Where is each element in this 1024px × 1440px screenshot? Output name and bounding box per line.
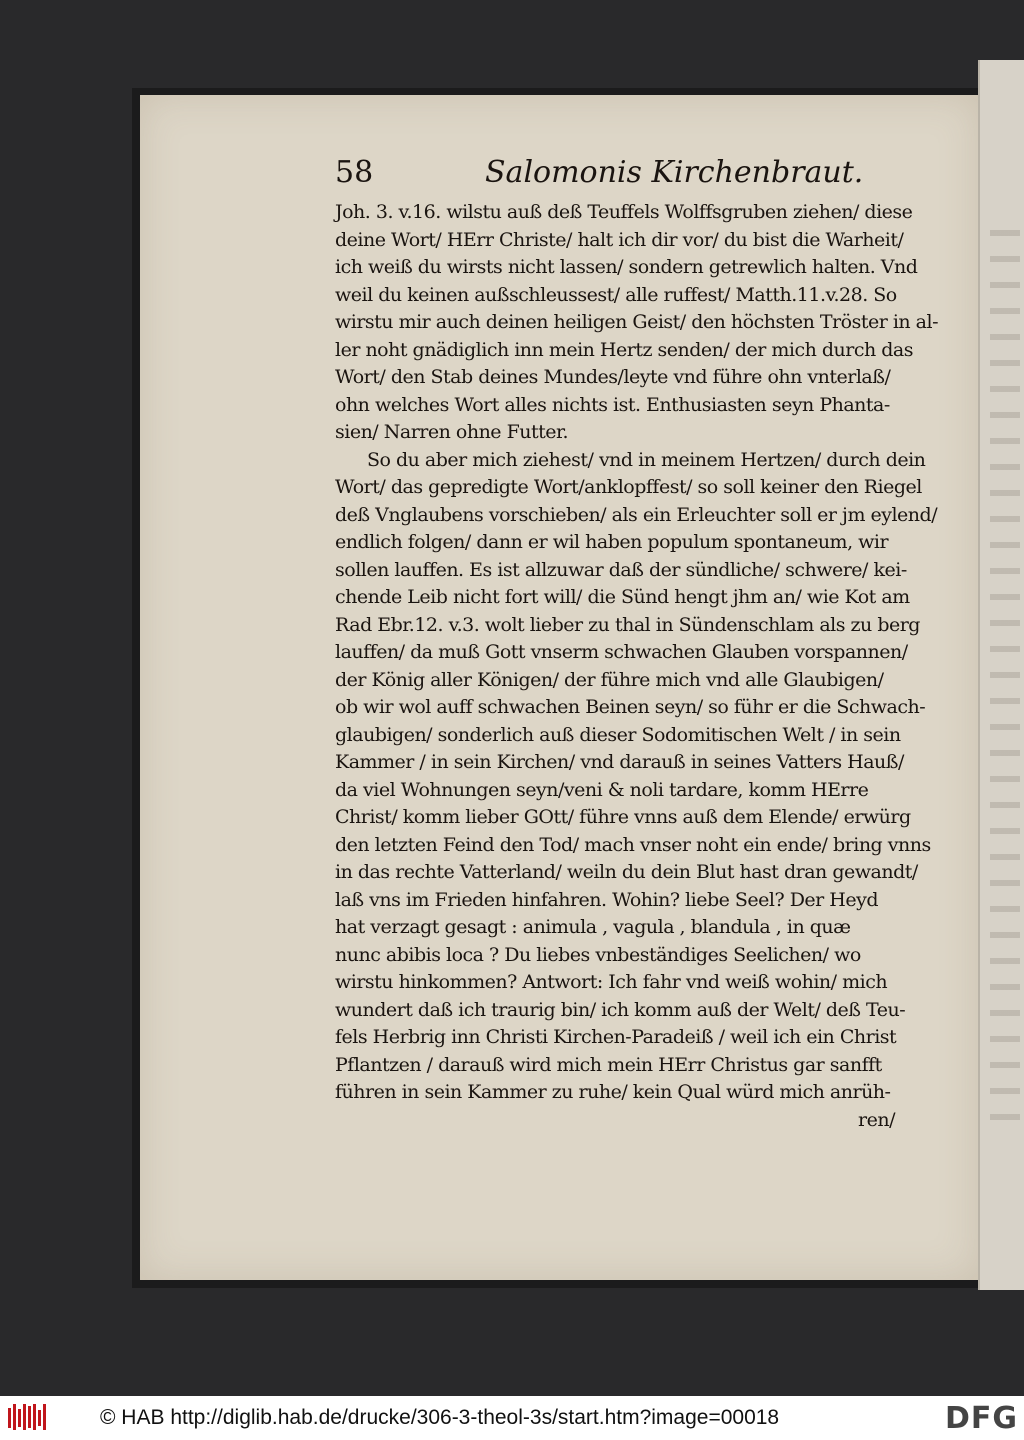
dfg-logo: DFG xyxy=(944,1401,1018,1436)
text-line: wirstu hinkommen? Antwort: Ich fahr vnd weiß wohin/ mich xyxy=(335,971,888,993)
text-line: da viel Wohnungen seyn/veni & noli tardare, komm HErre xyxy=(335,778,869,801)
text-line: den letzten Feind den Tod/ mach vnser noht ein ende/ bring vnns xyxy=(335,833,931,856)
text-line: wirstu mir auch deinen heiligen Geist/ den höchsten Tröster in al- xyxy=(335,311,939,333)
page-header xyxy=(335,155,895,199)
text-line: der König aller Königen/ der führe mich vnd alle Glaubigen/ xyxy=(335,668,884,691)
text-line: Wort/ den Stab deines Mundes/leyte vnd führe ohn vnterlaß/ xyxy=(335,366,891,388)
text-line: ren/ xyxy=(858,1108,895,1131)
text-line: nunc abibis loca ? Du liebes vnbeständiges Seelichen/ wo xyxy=(335,943,861,966)
text-line: sien/ Narren ohne Futter. xyxy=(335,421,569,443)
text-line: Kammer / in sein Kirchen/ vnd darauß in seines Vatters Hauß/ xyxy=(335,751,904,773)
text-line: fels Herbrig inn Christi Kirchen-Paradeiß / weil ich ein Christ xyxy=(335,1026,897,1048)
book-page xyxy=(140,95,978,1280)
text-line: ohn welches Wort alles nichts ist. Enthusiasten seyn Phanta- xyxy=(335,393,890,416)
text-line: führen in sein Kammer zu ruhe/ kein Qual würd mich anrüh- xyxy=(335,1081,891,1103)
text-lines xyxy=(335,199,939,1134)
text-line: ob wir wol auff schwachen Beinen seyn/ so führ er die Schwach- xyxy=(335,696,926,718)
text-line: Christ/ komm lieber GOtt/ führe vnns auß dem Elende/ erwürg xyxy=(335,806,911,828)
adjacent-page-bleed xyxy=(990,230,1020,1130)
text-line: glaubigen/ sonderlich auß dieser Sodomitischen Welt / in sein xyxy=(335,723,901,746)
text-line: hat verzagt gesagt : animula , vagula , blandula , in quæ xyxy=(335,916,851,938)
copyright-url[interactable]: © HAB http://diglib.hab.de/drucke/306-3-theol-3s/start.htm?image=00018 xyxy=(100,1406,780,1429)
text-line: in das rechte Vatterland/ weiln du dein Blut hast dran gewandt/ xyxy=(335,861,918,883)
text-line: Rad Ebr.12. v.3. wolt lieber zu thal in Sündenschlam als zu berg xyxy=(335,613,920,636)
text-line: ler noht gnädiglich inn mein Hertz senden/ der mich durch das xyxy=(335,338,914,361)
text-line: wundert daß ich traurig bin/ ich komm auß der Welt/ deß Teu- xyxy=(335,998,906,1021)
text-line: endlich folgen/ dann er wil haben populum spontaneum, wir xyxy=(335,531,889,553)
text-line: So du aber mich ziehest/ vnd in meinem Hertzen/ durch dein xyxy=(367,448,926,471)
text-line: Joh. 3. v.16. wilstu auß deß Teuffels Wolffsgruben ziehen/ diese xyxy=(335,201,913,223)
footer-bar xyxy=(0,1396,1024,1440)
page-number: 58 xyxy=(335,155,374,190)
text-line: Pflantzen / darauß wird mich mein HErr Christus gar sanfft xyxy=(335,1053,882,1076)
page-text xyxy=(335,155,939,1134)
hab-logo-icon xyxy=(8,1404,48,1432)
running-title: Salomonis Kirchenbraut. xyxy=(485,155,864,190)
text-line: chende Leib nicht fort will/ die Sünd hengt jhm an/ wie Kot am xyxy=(335,586,910,608)
text-line: Wort/ das gepredigte Wort/anklopffest/ so soll keiner den Riegel xyxy=(335,476,922,498)
text-line: lauffen/ da muß Gott vnserm schwachen Glauben vorspannen/ xyxy=(335,641,908,663)
text-line: sollen lauffen. Es ist allzuwar daß der sündliche/ schwere/ kei- xyxy=(335,558,907,581)
text-line: ich weiß du wirsts nicht lassen/ sondern getrewlich halten. Vnd xyxy=(335,256,918,278)
text-line: weil du keinen außschleussest/ alle ruffest/ Matth.11.v.28. So xyxy=(335,283,897,306)
text-line: deine Wort/ HErr Christe/ halt ich dir vor/ du bist die Warheit/ xyxy=(335,228,904,251)
text-line: deß Vnglaubens vorschieben/ als ein Erleuchter soll er jm eylend/ xyxy=(335,503,938,526)
adjacent-page-edge xyxy=(978,60,1024,1290)
text-line: laß vns im Frieden hinfahren. Wohin? liebe Seel? Der Heyd xyxy=(335,888,879,911)
